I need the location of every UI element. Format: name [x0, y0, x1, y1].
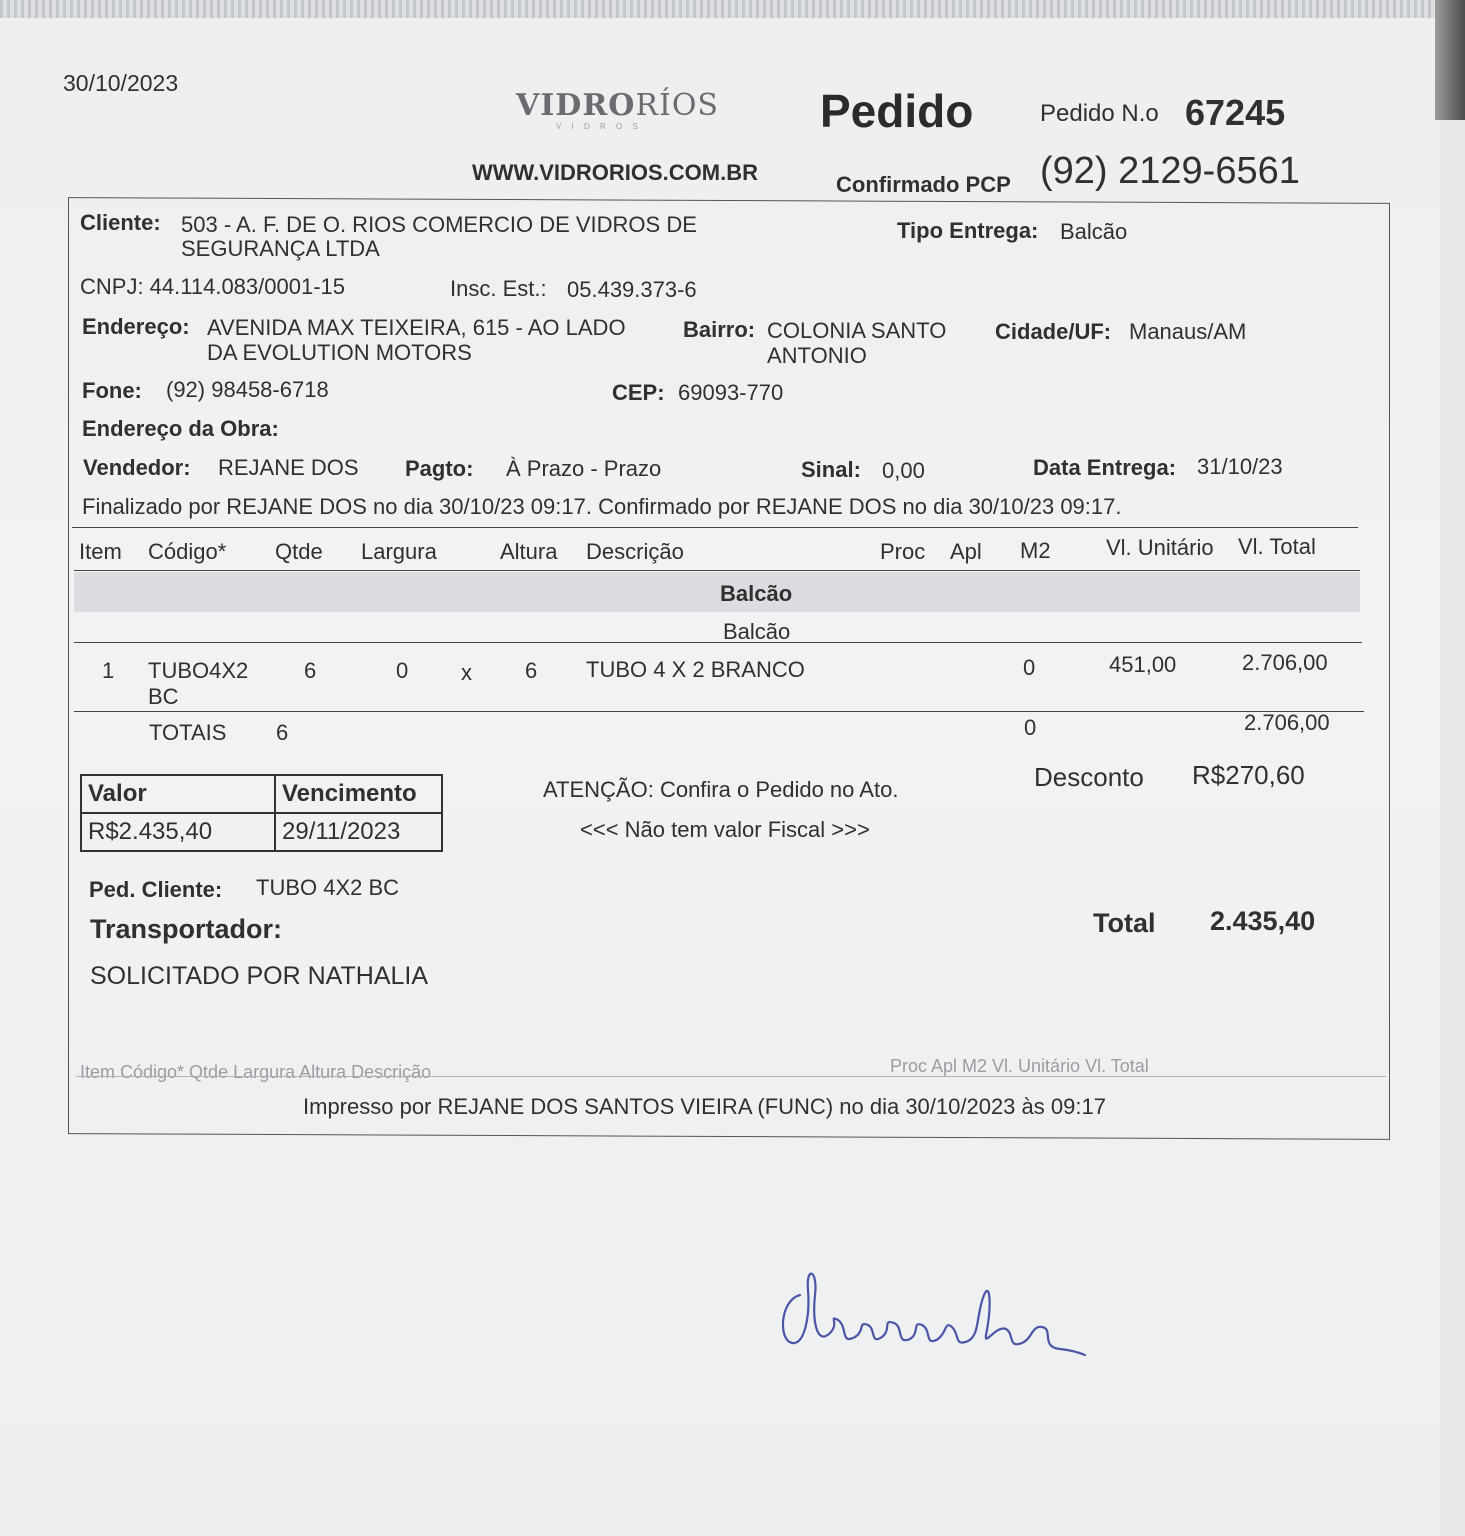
valor-value: R$2.435,40 [81, 813, 275, 851]
logo-subtitle: V I D R O S [556, 122, 642, 131]
order-status: Confirmado PCP [836, 172, 1011, 197]
vencimento-header: Vencimento [275, 775, 442, 813]
cep-label: CEP: [612, 380, 665, 405]
row-codigo-line2: BC [148, 684, 179, 709]
atencao-note: ATENÇÃO: Confira o Pedido no Ato. [543, 777, 899, 802]
document-title: Pedido [820, 85, 974, 137]
order-number: 67245 [1185, 92, 1286, 133]
tipo-entrega-label: Tipo Entrega: [897, 218, 1039, 243]
cep-value: 69093-770 [678, 380, 784, 405]
print-date: 30/10/2023 [63, 70, 179, 96]
fiscal-note: <<< Não tem valor Fiscal >>> [580, 817, 870, 842]
vendedor-label: Vendedor: [83, 455, 191, 480]
data-entrega-value: 31/10/23 [1197, 454, 1283, 479]
group-title: Balcão [720, 581, 793, 606]
order-number-label: Pedido N.o [1040, 100, 1159, 127]
logo-text-light: RÍOS [635, 88, 719, 123]
row-descricao: TUBO 4 X 2 BRANCO [586, 657, 805, 682]
impresso-note: Impresso por REJANE DOS SANTOS VIEIRA (FUNC) no dia 30/10/2023 às 09:17 [303, 1094, 1106, 1119]
client-name-line1: 503 - A. F. DE O. RIOS COMERCIO DE VIDROS DE [181, 212, 697, 237]
bleed-through-header-right: Proc Apl M2 Vl. Unitário Vl. Total [890, 1056, 1149, 1076]
client-label: Cliente: [80, 210, 161, 235]
bairro-line2: ANTONIO [767, 343, 867, 368]
totais-qtde: 6 [276, 720, 289, 745]
row-altura: 6 [525, 658, 538, 683]
fone-label: Fone: [82, 378, 142, 403]
col-largura-header: Largura [361, 539, 437, 564]
cidade-label: Cidade/UF: [995, 319, 1112, 344]
bleed-through-header-left: Item Código* Qtde Largura Altura Descrição [80, 1062, 432, 1082]
row-item: 1 [102, 658, 115, 683]
handwritten-signature [770, 1255, 1100, 1385]
col-proc-header: Proc [880, 539, 926, 564]
payment-table [80, 774, 443, 852]
fone-value: (92) 98458-6718 [166, 377, 329, 402]
tipo-entrega-value: Balcão [1060, 219, 1128, 244]
row-codigo-line1: TUBO4X2 [148, 658, 249, 683]
desconto-value: R$270,60 [1192, 760, 1305, 790]
endereco-label: Endereço: [82, 314, 190, 339]
table-header-rule [74, 570, 1360, 571]
col-vl-total-header: Vl. Total [1238, 534, 1316, 559]
table-top-rule [72, 527, 1358, 528]
row-m2: 0 [1023, 655, 1036, 680]
footer-rule [76, 1076, 1386, 1077]
obra-label: Endereço da Obra: [82, 416, 279, 441]
logo-text-bold: VIDRO [516, 88, 636, 123]
row-vl-total: 2.706,00 [1242, 650, 1328, 675]
ped-cliente-value: TUBO 4X2 BC [256, 875, 400, 900]
group-rule [74, 642, 1362, 643]
client-name-line2: SEGURANÇA LTDA [181, 236, 380, 261]
ped-cliente-label: Ped. Cliente: [89, 877, 223, 902]
pagto-value: À Prazo - Prazo [506, 456, 662, 481]
group-band [74, 572, 1360, 612]
col-m2-header: M2 [1020, 538, 1051, 563]
row-qtde: 6 [304, 658, 317, 683]
col-apl-header: Apl [950, 539, 982, 564]
col-altura-header: Altura [500, 539, 558, 564]
totais-label: TOTAIS [149, 720, 227, 745]
insc-est-label: Insc. Est.: [450, 276, 547, 301]
endereco-line1: AVENIDA MAX TEIXEIRA, 615 - AO LADO [207, 315, 626, 340]
finalizado-note: Finalizado por REJANE DOS no dia 30/10/23 09:17. Confirmado por REJANE DOS no dia 30/10/23 09:17. [82, 494, 1122, 519]
row-vl-unit: 451,00 [1109, 652, 1177, 677]
endereco-line2: DA EVOLUTION MOTORS [207, 340, 472, 365]
background-edge [1435, 0, 1465, 120]
bairro-line1: COLONIA SANTO [767, 318, 947, 343]
website: WWW.VIDRORIOS.COM.BR [472, 160, 758, 185]
pagto-label: Pagto: [405, 456, 474, 481]
totais-valor: 2.706,00 [1244, 710, 1330, 735]
observation: SOLICITADO POR NATHALIA [90, 962, 429, 990]
bairro-label: Bairro: [683, 317, 756, 342]
desconto-label: Desconto [1034, 762, 1144, 792]
col-qtde-header: Qtde [275, 539, 323, 564]
vendedor-value: REJANE DOS [218, 455, 359, 480]
data-entrega-label: Data Entrega: [1033, 455, 1177, 480]
col-descricao-header: Descrição [586, 539, 684, 564]
scan-edge-strip [0, 0, 1440, 18]
transportador-label: Transportador: [90, 914, 283, 944]
row-x: x [461, 660, 472, 685]
insc-est-value: 05.439.373-6 [567, 277, 697, 302]
company-logo [516, 88, 719, 123]
vencimento-value: 29/11/2023 [275, 813, 442, 851]
col-codigo-header: Código* [148, 539, 227, 564]
total-value: 2.435,40 [1210, 906, 1316, 936]
cidade-value: Manaus/AM [1129, 319, 1247, 344]
sinal-value: 0,00 [882, 458, 925, 483]
totais-m2: 0 [1024, 715, 1037, 740]
group-subtitle: Balcão [723, 619, 791, 644]
col-item-header: Item [79, 539, 122, 564]
row-largura: 0 [396, 658, 409, 683]
cnpj: CNPJ: 44.114.083/0001-15 [80, 274, 345, 299]
row-rule [74, 711, 1364, 712]
valor-header: Valor [81, 775, 275, 813]
col-vl-unit-header: Vl. Unitário [1106, 535, 1214, 560]
company-phone: (92) 2129-6561 [1040, 150, 1300, 192]
total-label: Total [1093, 908, 1156, 938]
sinal-label: Sinal: [801, 457, 861, 482]
